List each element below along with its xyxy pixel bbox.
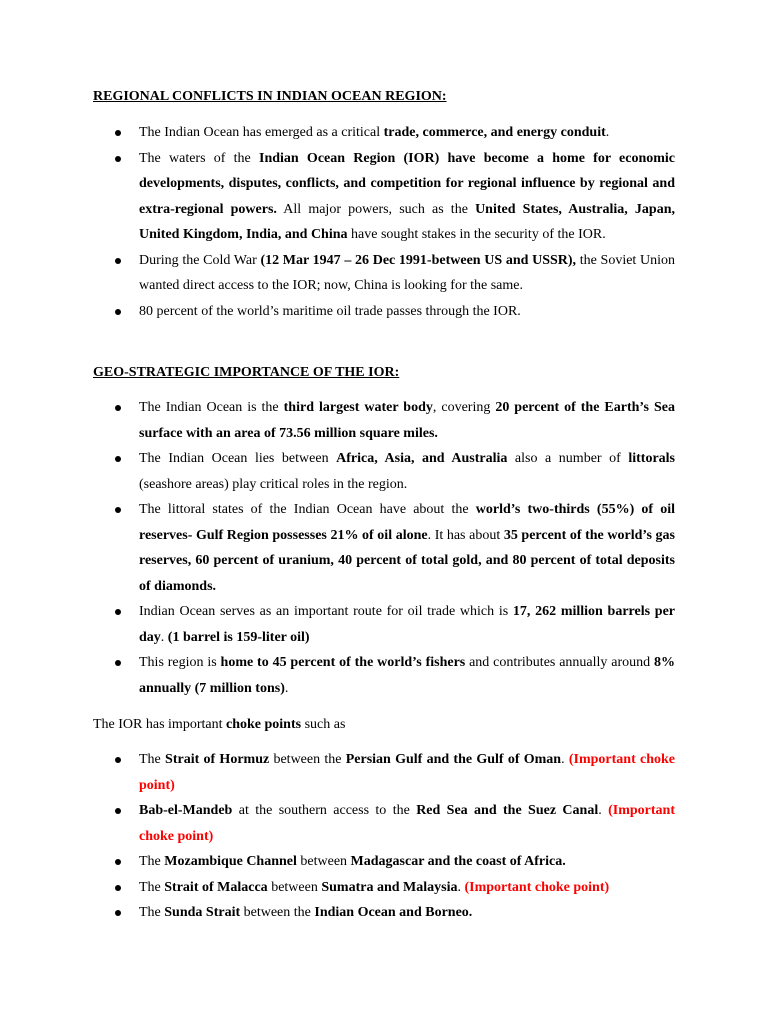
text-run: . xyxy=(160,629,168,645)
list-item-text xyxy=(139,599,675,650)
text-run: choke points xyxy=(225,717,302,732)
list-item-text xyxy=(139,849,675,875)
text-run: 80 percent of the world’s maritime oil trade passes through the IOR. xyxy=(139,303,521,319)
important-note: (Important choke point) xyxy=(139,752,676,793)
text-run: (seashore areas) play critical roles in the region. xyxy=(139,476,408,492)
text-run: The waters of the xyxy=(139,150,259,166)
text-run: The xyxy=(139,905,165,920)
list-item-text xyxy=(139,446,675,497)
text-run: (12 Mar 1947 – 26 Dec 1991-between US and USSR), xyxy=(260,252,577,268)
choke-points-list xyxy=(0,747,768,926)
text-run: The Indian Ocean has emerged as a critical xyxy=(139,125,384,140)
list-item-text xyxy=(139,875,675,901)
text-run: also a number of xyxy=(507,451,629,466)
text-run: 8% annually (7 million tons) xyxy=(139,655,675,696)
list-item xyxy=(0,747,768,798)
bullet-icon xyxy=(115,405,121,411)
text-run: 20 percent of the Earth’s Sea surface with an area of 73.56 million square miles. xyxy=(139,400,675,441)
text-run: third largest water body xyxy=(283,400,433,415)
text-run: Madagascar and the coast of Africa. xyxy=(350,854,566,869)
bullet-icon xyxy=(115,757,121,763)
text-run: between the xyxy=(269,752,346,767)
text-run: world’s two-thirds (55%) of oil reserves- Gulf Region possesses 21% of oil alone xyxy=(139,502,675,543)
bullet-icon xyxy=(115,808,121,814)
geo-strategic-list xyxy=(0,395,768,701)
bullet-icon xyxy=(115,910,121,916)
bullet-icon xyxy=(115,507,121,513)
list-item-text xyxy=(139,497,675,599)
text-run: . xyxy=(561,752,569,767)
list-item xyxy=(0,299,768,325)
text-run: . xyxy=(605,125,610,140)
text-run: Sunda Strait xyxy=(164,905,241,920)
text-run: between the xyxy=(240,905,315,920)
text-run: Persian Gulf and the Gulf of Oman xyxy=(345,752,562,767)
list-item xyxy=(0,446,768,497)
list-item xyxy=(0,120,768,146)
text-run: between xyxy=(296,854,351,869)
text-run: All major powers, such as the xyxy=(276,201,476,217)
text-run: Africa, Asia, and Australia xyxy=(336,451,508,466)
bullet-icon xyxy=(115,859,121,865)
regional-conflicts-list xyxy=(0,120,768,324)
text-run: The Indian Ocean is the xyxy=(139,400,284,415)
list-item xyxy=(0,650,768,701)
list-item-text xyxy=(139,146,675,248)
text-run: the Soviet Union wanted direct access to the IOR; now, China is looking for the same. xyxy=(139,252,675,293)
text-run: The xyxy=(139,854,165,869)
text-run: and contributes annually around xyxy=(465,655,654,670)
text-run: The Indian Ocean lies between xyxy=(139,451,337,466)
bullet-icon xyxy=(115,609,121,615)
text-run: The xyxy=(139,879,165,895)
text-run: Indian Ocean serves as an important route for oil trade which is xyxy=(139,604,513,619)
text-run: 17, 262 million barrels per day xyxy=(139,604,675,645)
bullet-icon xyxy=(115,130,121,136)
text-run: During the Cold War xyxy=(139,252,261,268)
text-run: littorals xyxy=(628,451,675,466)
text-run: This region is xyxy=(139,655,221,670)
text-run: , covering xyxy=(432,400,496,415)
text-run: Bab-el-Mandeb xyxy=(139,803,233,818)
bullet-icon xyxy=(115,456,121,462)
section-heading-regional-conflicts: REGIONAL CONFLICTS IN INDIAN OCEAN REGION: xyxy=(93,89,447,104)
text-run: . xyxy=(284,680,289,696)
list-item-text xyxy=(139,798,675,849)
list-item xyxy=(0,900,768,926)
text-run: have sought stakes in the security of the IOR. xyxy=(347,227,606,242)
list-item xyxy=(0,599,768,650)
text-run: such as xyxy=(301,717,346,732)
text-run: The xyxy=(139,752,166,767)
text-run: . It has about xyxy=(427,527,504,543)
text-run: Red Sea and the Suez Canal xyxy=(416,803,599,818)
bullet-icon xyxy=(115,660,121,666)
important-note: (Important choke point) xyxy=(139,803,676,844)
text-run: United States, Australia, Japan, United Kingdom, India, and China xyxy=(139,201,676,242)
text-run: Sumatra and Malaysia xyxy=(321,879,458,895)
list-item xyxy=(0,146,768,248)
bullet-icon xyxy=(115,309,121,315)
text-run: 35 percent of the world’s gas reserves, 60 percent of uranium, 40 percent of total gold, and 80 percent of total deposits of diamonds. xyxy=(139,527,676,594)
text-run: (1 barrel is 159-liter oil) xyxy=(167,629,310,645)
list-item-text xyxy=(139,747,675,798)
text-run: between xyxy=(267,879,322,895)
bullet-icon xyxy=(115,156,121,162)
list-item xyxy=(0,248,768,299)
text-run: Indian Ocean Region (IOR) have become a home for economic developments, disputes, conflicts, and competition for regional influence by regional and extra-regional powers. xyxy=(139,150,675,217)
list-item xyxy=(0,395,768,446)
text-run: The IOR has important xyxy=(93,717,226,732)
text-run: home to 45 percent of the world’s fishers xyxy=(220,655,466,670)
text-run: . xyxy=(457,879,465,895)
list-item-text xyxy=(139,395,675,446)
section-heading-geo-strategic: GEO-STRATEGIC IMPORTANCE OF THE IOR: xyxy=(93,365,400,380)
list-item xyxy=(0,875,768,901)
text-run: The littoral states of the Indian Ocean have about the xyxy=(139,502,476,517)
text-run: Strait of Hormuz xyxy=(165,752,270,767)
bullet-icon xyxy=(115,885,121,891)
text-run: . xyxy=(598,803,609,818)
list-item xyxy=(0,798,768,849)
list-item xyxy=(0,849,768,875)
text-run: Indian Ocean and Borneo. xyxy=(314,905,473,920)
list-item-text xyxy=(139,299,675,325)
text-run: trade, commerce, and energy conduit xyxy=(383,125,606,140)
bullet-icon xyxy=(115,258,121,264)
list-item-text xyxy=(139,650,675,701)
list-item-text xyxy=(139,120,675,146)
text-run: at the southern access to the xyxy=(232,803,417,818)
important-note: (Important choke point) xyxy=(464,879,610,895)
list-item-text xyxy=(139,248,675,299)
text-run: Strait of Malacca xyxy=(164,879,268,895)
choke-points-intro xyxy=(93,716,345,734)
list-item xyxy=(0,497,768,599)
list-item-text xyxy=(139,900,675,926)
text-run: Mozambique Channel xyxy=(164,854,297,869)
